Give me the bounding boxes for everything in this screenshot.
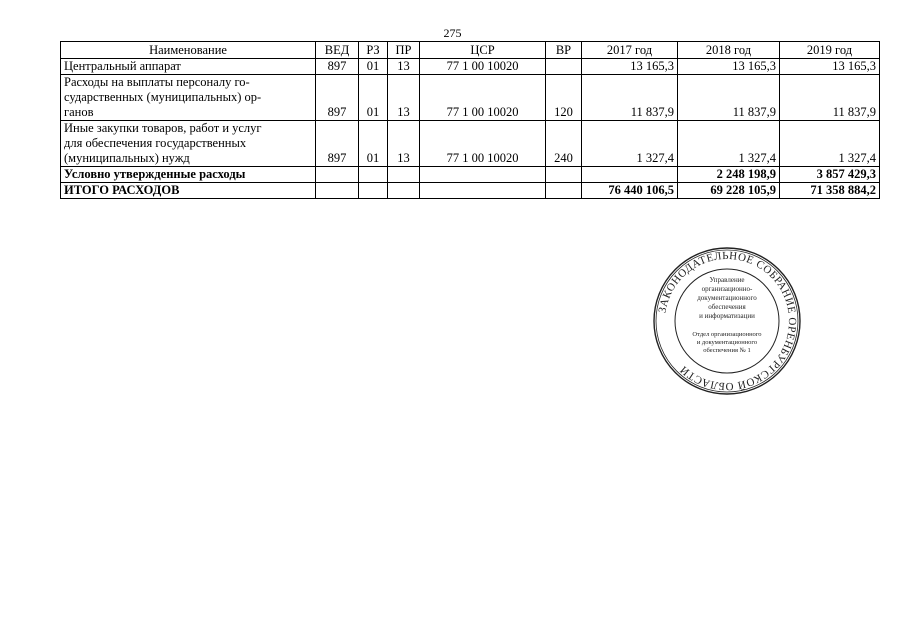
row-2017: 1 327,4 — [582, 121, 678, 167]
stamp-dept-line: обеспечения № 1 — [703, 347, 751, 354]
row-2018: 13 165,3 — [678, 59, 780, 75]
row-name-line: сударственных (муниципальных) ор- — [64, 90, 262, 104]
stamp-ring-text: ЗАКОНОДАТЕЛЬНОЕ СОБРАНИЕ ОРЕНБУРГСКОЙ ОБЛАСТИ — [656, 249, 799, 393]
header-csr: ЦСР — [420, 42, 546, 59]
row-vr: 120 — [546, 75, 582, 121]
row-name-line: ганов — [64, 105, 94, 119]
row-name-line: Иные закупки товаров, работ и услуг — [64, 121, 262, 135]
header-ved: ВЕД — [316, 42, 359, 59]
row-name — [61, 121, 316, 167]
stamp-dept-line: и документационного — [696, 339, 758, 346]
header-vr: ВР — [546, 42, 582, 59]
stamp-dept-line: Отдел организационного — [692, 331, 762, 338]
header-row — [61, 42, 880, 59]
stamp-line: организационно- — [701, 285, 753, 293]
row-vr — [546, 59, 582, 75]
table-row — [61, 121, 880, 167]
row-name — [61, 75, 316, 121]
row-ved: 897 — [316, 75, 359, 121]
stamp-line: обеспечения — [708, 303, 746, 311]
row-name-line: для обеспечения государственных — [64, 136, 247, 150]
row-name: ИТОГО РАСХОДОВ — [61, 183, 316, 199]
stamp-line: и информатизации — [699, 312, 755, 320]
row-csr: 77 1 00 10020 — [420, 59, 546, 75]
row-2017: 11 837,9 — [582, 75, 678, 121]
row-vr: 240 — [546, 121, 582, 167]
row-2019: 1 327,4 — [780, 121, 880, 167]
row-2017: 13 165,3 — [582, 59, 678, 75]
header-2017: 2017 год — [582, 42, 678, 59]
row-2017: 76 440 106,5 — [582, 183, 678, 199]
row-rz: 01 — [359, 75, 388, 121]
row-csr: 77 1 00 10020 — [420, 121, 546, 167]
row-2018: 69 228 105,9 — [678, 183, 780, 199]
row-name: Центральный аппарат — [61, 59, 316, 75]
row-2018: 11 837,9 — [678, 75, 780, 121]
svg-text:ЗАКОНОДАТЕЛЬНОЕ СОБРАНИЕ ОРЕНБ — [657, 250, 798, 392]
row-rz: 01 — [359, 121, 388, 167]
row-rz: 01 — [359, 59, 388, 75]
table-row — [61, 59, 880, 75]
row-pr: 13 — [388, 75, 420, 121]
row-csr: 77 1 00 10020 — [420, 75, 546, 121]
row-ved: 897 — [316, 121, 359, 167]
row-ved: 897 — [316, 59, 359, 75]
row-name: Условно утвержденные расходы — [61, 167, 316, 183]
row-name-line: (муниципальных) нужд — [64, 151, 190, 165]
row-2019: 3 857 429,3 — [780, 167, 880, 183]
row-2019: 71 358 884,2 — [780, 183, 880, 199]
page-number: 275 — [443, 26, 462, 40]
row-2019: 11 837,9 — [780, 75, 880, 121]
row-pr: 13 — [388, 59, 420, 75]
stamp-line: Управление — [709, 276, 745, 284]
budget-table — [60, 41, 880, 199]
row-name-line: Расходы на выплаты персоналу го- — [64, 75, 250, 89]
stamp-line: документационного — [697, 294, 757, 302]
header-2018: 2018 год — [678, 42, 780, 59]
header-rz: РЗ — [359, 42, 388, 59]
row-2018: 1 327,4 — [678, 121, 780, 167]
table-row-conditional — [61, 167, 880, 183]
header-name: Наименование — [61, 42, 316, 59]
table-row — [61, 75, 880, 121]
row-2019: 13 165,3 — [780, 59, 880, 75]
row-2018: 2 248 198,9 — [678, 167, 780, 183]
official-stamp — [652, 246, 802, 396]
header-pr: ПР — [388, 42, 420, 59]
row-pr: 13 — [388, 121, 420, 167]
header-2019: 2019 год — [780, 42, 880, 59]
table-row-total — [61, 183, 880, 199]
